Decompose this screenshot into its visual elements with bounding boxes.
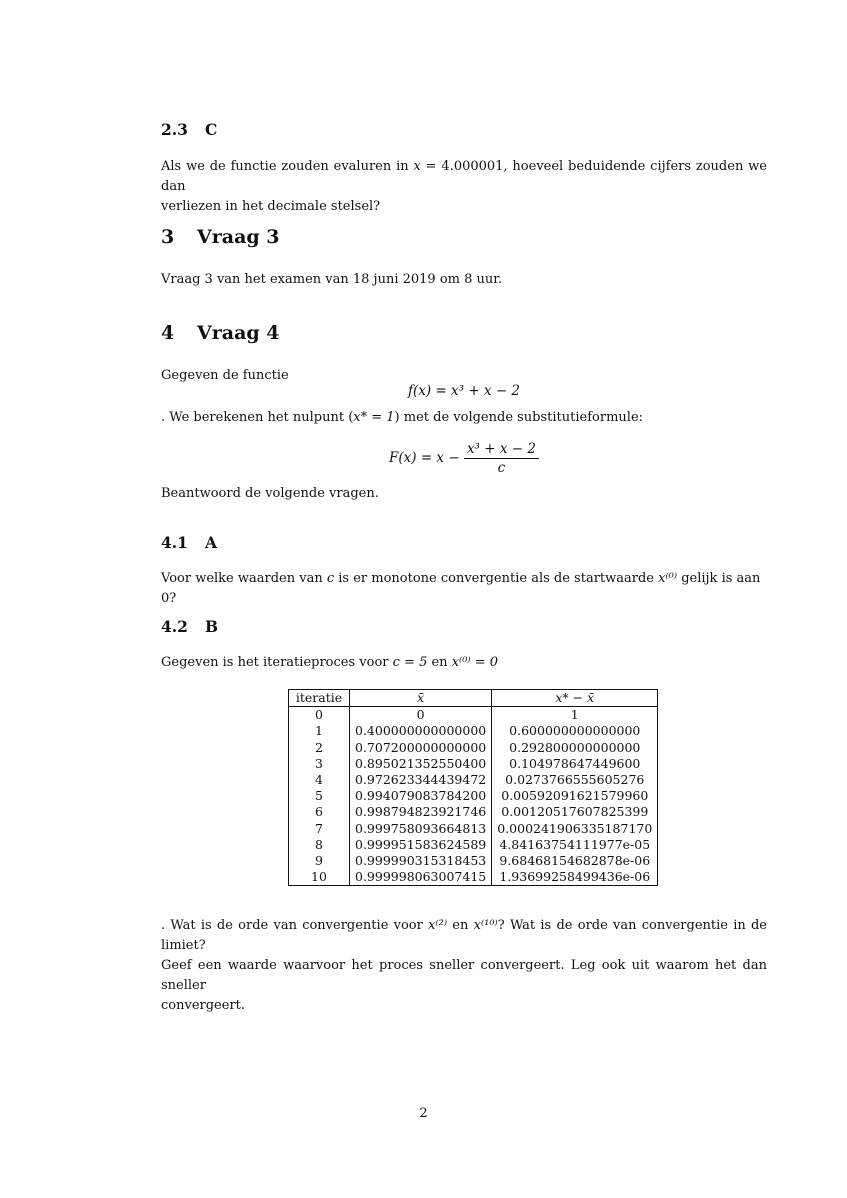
x-bar-cell: 0.895021352550400 [350, 756, 492, 772]
section-3-text: Vraag 3 van het examen van 18 juni 2019 om 8 uur. [161, 272, 503, 287]
table-row [289, 723, 658, 739]
iteration-cell: 6 [289, 804, 350, 820]
iteration-cell: 3 [289, 756, 350, 772]
iteration-cell: 10 [289, 869, 350, 886]
iteration-intro: Gegeven is het iteratieproces voor c = 5 en x⁽⁰⁾ = 0 [161, 655, 499, 670]
error-cell: 1 [492, 707, 658, 724]
table-row [289, 821, 658, 837]
subsection-4-1-text: Voor welke waarden van c is er monotone convergentie als de startwaarde x⁽⁰⁾ gelijk is aan 0? [161, 571, 761, 606]
table-row [289, 756, 658, 772]
x-bar-cell: 0.999990315318453 [350, 853, 492, 869]
table-row [289, 869, 658, 886]
x-bar-cell: 0.999951583624589 [350, 837, 492, 853]
x-bar-cell: 0.994079083784200 [350, 788, 492, 804]
error-cell: 1.93699258499436e-06 [492, 869, 658, 886]
iteration-table [288, 689, 658, 886]
table-header-row [289, 690, 658, 707]
header-x-bar: x̄ [350, 690, 492, 707]
table-row [289, 772, 658, 788]
x-bar-cell: 0.999758093664813 [350, 821, 492, 837]
table-row [289, 707, 658, 724]
error-cell: 4.84163754111977e-05 [492, 837, 658, 853]
header-iteratie: iteratie [289, 690, 350, 707]
table-row [289, 853, 658, 869]
iteration-cell: 1 [289, 723, 350, 739]
iteration-cell: 9 [289, 853, 350, 869]
error-cell: 0.104978647449600 [492, 756, 658, 772]
iteration-cell: 0 [289, 707, 350, 724]
header-error: x* − x̄ [492, 690, 658, 707]
x-bar-cell: 0.999998063007415 [350, 869, 492, 886]
table-row [289, 788, 658, 804]
x-bar-cell: 0.972623344439472 [350, 772, 492, 788]
substitution-intro: . We berekenen het nulpunt (x* = 1) met de volgende substitutieformule: [161, 410, 644, 425]
function-equation: f(x) = x³ + x − 2 [407, 383, 521, 399]
table-row [289, 837, 658, 853]
section-3-heading: 3 Vraag 3 [161, 226, 280, 248]
given-function-text: Gegeven de functie [161, 368, 289, 383]
table-row [289, 804, 658, 820]
iteration-cell: 5 [289, 788, 350, 804]
subsection-2-3-text: Als we de functie zouden evaluren in x = 4.000001, hoeveel beduidende cijfers zouden we dan verliezen in het decimale stelsel? [161, 159, 767, 214]
error-cell: 0.292800000000000 [492, 740, 658, 756]
error-cell: 0.00592091621579960 [492, 788, 658, 804]
formula-fraction: $\frac{\text{x³ + x − 2}}{c}$ [464, 441, 539, 476]
error-cell: 9.68468154682878e-06 [492, 853, 658, 869]
table-row [289, 740, 658, 756]
error-cell: 0.000241906335187170 [492, 821, 658, 837]
iteration-cell: 7 [289, 821, 350, 837]
iteration-cell: 8 [289, 837, 350, 853]
x-bar-cell: 0.998794823921746 [350, 804, 492, 820]
subsection-4-2-heading: 4.2 B [161, 617, 219, 636]
answer-instruction: Beantwoord de volgende vragen. [161, 486, 379, 501]
subsection-2-3-heading: 2.3 C [161, 120, 218, 139]
error-cell: 0.0273766555605276 [492, 772, 658, 788]
iteration-cell: 2 [289, 740, 350, 756]
page-number: 2 [419, 1106, 428, 1121]
section-4-heading: 4 Vraag 4 [161, 322, 280, 344]
convergence-question: . Wat is de orde van convergentie voor x⁽²⁾ en x⁽¹⁰⁾? Wat is de orde van convergentie in de limiet? Geef een waarde waarvoor het proces sneller convergeert. Leg ook uit waarom het dan sneller convergeert. [161, 918, 767, 1013]
x-bar-cell: 0.707200000000000 [350, 740, 492, 756]
subsection-4-1-heading: 4.1 A [161, 533, 218, 552]
substitution-formula: F(x) = x − $\frac{\text{x³ + x − 2}}{c}$ [161, 441, 767, 476]
iteration-cell: 4 [289, 772, 350, 788]
error-cell: 0.600000000000000 [492, 723, 658, 739]
x-bar-cell: 0.400000000000000 [350, 723, 492, 739]
x-bar-cell: 0 [350, 707, 492, 724]
error-cell: 0.00120517607825399 [492, 804, 658, 820]
